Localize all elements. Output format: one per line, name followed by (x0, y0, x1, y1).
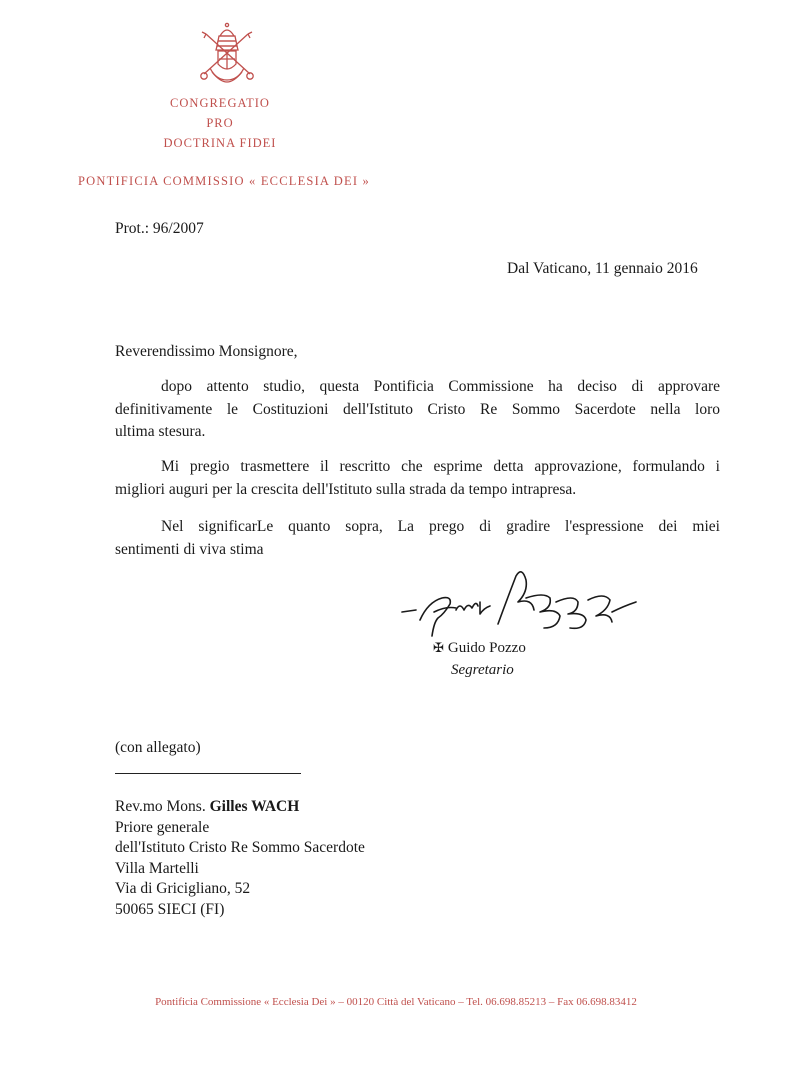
letterhead-congregatio: CONGREGATIO (170, 96, 270, 110)
recipient-institute: dell'Istituto Cristo Re Sommo Sacerdote (115, 839, 365, 856)
enclosure-note: (con allegato) (115, 739, 201, 756)
letterhead-doctrina-fidei: DOCTRINA FIDEI (163, 136, 277, 150)
cross-icon: ✠ (433, 640, 444, 655)
body-paragraph-3 (115, 516, 720, 561)
recipient-name-line (115, 797, 365, 818)
letterhead-pro: PRO (206, 116, 234, 130)
divider-rule (115, 773, 301, 774)
recipient-title: Rev.mo Mons. (115, 798, 206, 815)
handwritten-signature (398, 562, 648, 642)
signer-role: Segretario (451, 662, 514, 678)
paragraph-line: Nel significarLe quanto sopra, La prego di gradire l'espressione dei miei (161, 518, 720, 535)
recipient-city: 50065 SIECI (FI) (115, 900, 225, 918)
salutation: Reverendissimo Monsignore, (115, 343, 298, 360)
letterhead-commission: PONTIFICIA COMMISSIO « ECCLESIA DEI » (78, 174, 370, 188)
place-and-date: Dal Vaticano, 11 gennaio 2016 (507, 260, 698, 277)
body-paragraph-1 (115, 376, 720, 444)
recipient-street: Via di Gricigliano, 52 (115, 880, 251, 897)
papal-coat-of-arms-icon (198, 22, 256, 84)
recipient-name: Gilles WACH (209, 798, 300, 815)
paragraph-line: migliori auguri per la crescita dell'Istituto sulla strada da tempo intrapresa. (115, 480, 577, 498)
paragraph-line: sentimenti di viva stima (115, 540, 264, 558)
paragraph-line: ultima stesura. (115, 423, 206, 440)
body-paragraph-2 (115, 456, 720, 501)
footer-contact: Pontificia Commissione « Ecclesia Dei » – 00120 Città del Vaticano – Tel. 06.698.85213 – Fax 06.698.83412 (155, 996, 637, 1008)
signer-name (433, 640, 526, 657)
paragraph-line: Mi pregio trasmettere il rescritto che esprime detta approvazione, formulando i (161, 458, 720, 475)
protocol-number: Prot.: 96/2007 (115, 220, 204, 237)
paragraph-line: dopo attento studio, questa Pontificia Commissione ha deciso di approvare (161, 378, 720, 395)
signer-name-text: Guido Pozzo (447, 640, 526, 656)
recipient-position: Priore generale (115, 818, 210, 836)
recipient-address (115, 797, 365, 920)
recipient-villa: Villa Martelli (115, 859, 199, 877)
paragraph-line: definitivamente le Costituzioni dell'Istituto Cristo Re Sommo Sacerdote nella loro (115, 400, 720, 418)
